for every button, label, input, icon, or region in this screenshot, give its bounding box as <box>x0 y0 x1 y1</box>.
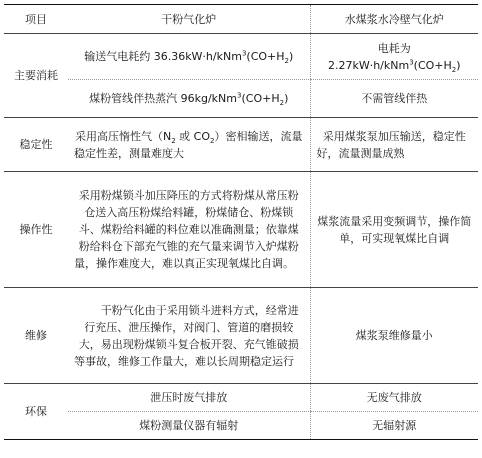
consumption-row-2 <box>4 80 478 118</box>
stability-dry-sub-2: 2 <box>210 136 215 145</box>
environment-slurry-radiation: 无辐射源 <box>310 412 478 440</box>
stability-dry <box>68 118 310 172</box>
environment-slurry-exhaust: 无废气排放 <box>310 384 478 412</box>
stability-row <box>4 118 478 172</box>
maintenance-label: 维修 <box>4 288 68 384</box>
dry-steam-text: 煤粉管线伴热蒸汽 96kg/kNm <box>89 92 237 105</box>
environment-label: 环保 <box>4 384 68 440</box>
stability-dry-sub-1: 2 <box>171 136 176 145</box>
dry-power-text: 输送气电耗约 36.36kW·h/kNm <box>84 50 242 63</box>
environment-dry-exhaust: 泄压时废气排放 <box>68 384 310 412</box>
dry-steam-sup: 3 <box>237 91 242 100</box>
operability-row <box>4 172 478 288</box>
operability-label: 操作性 <box>4 172 68 288</box>
consumption-dry-steam <box>68 80 310 118</box>
slurry-power-unit: (CO+H <box>413 58 452 72</box>
environment-dry-radiation: 煤粉测量仪器有辐射 <box>68 412 310 440</box>
environment-row-1 <box>4 384 478 412</box>
stability-slurry: 采用煤浆泵加压输送，稳定性好，流量测量成熟 <box>310 118 478 172</box>
stability-dry-text-1: 采用高压惰性气（N <box>74 129 172 143</box>
operability-slurry: 煤浆流量采用变频调节，操作简单，可实现氧煤比自调 <box>310 172 478 288</box>
dry-power-sup: 3 <box>241 49 247 58</box>
comparison-table <box>4 4 478 440</box>
environment-row-2 <box>4 412 478 440</box>
slurry-power-text: 2.27kW·h/kNm <box>327 58 410 72</box>
operability-dry: 采用粉煤锁斗加压降压的方式将粉煤从常压粉仓送入高压粉煤给料罐，粉煤储仓、粉煤锁斗、煤粉给料罐的料位难以准确测量；依靠煤粉给料仓下部充气锥的充气量来调节入炉煤粉量，操作难度大，难以真正实现氧煤比自调。 <box>68 172 310 288</box>
header-item: 项目 <box>4 5 68 34</box>
maintenance-slurry: 煤浆泵维修量小 <box>310 288 478 384</box>
stability-label: 稳定性 <box>4 118 68 172</box>
consumption-slurry-power <box>310 34 478 80</box>
header-dry-gasifier: 干粉气化炉 <box>68 5 310 34</box>
dry-power-end: ) <box>289 50 294 63</box>
dry-steam-sub: 2 <box>279 99 285 108</box>
slurry-power-sup: 3 <box>409 57 414 66</box>
consumption-slurry-steam: 不需管线伴热 <box>310 80 478 118</box>
consumption-label: 主要消耗 <box>4 34 68 118</box>
slurry-power-value <box>317 57 473 74</box>
slurry-power-sub: 2 <box>451 65 457 74</box>
stability-dry-text-2: 或 CO <box>175 129 211 143</box>
dry-power-sub: 2 <box>284 57 289 66</box>
header-row <box>4 5 478 34</box>
dry-power-unit: (CO+H <box>246 50 285 63</box>
stability-dry-text-3: ）密相输送，流量稳定性差，测量难度大 <box>74 129 303 160</box>
maintenance-dry: 干粉气化由于采用锁斗进料方式，经常进行充压、泄压操作，对阀门、管道的磨损较大，易出现粉煤锁斗复合板开裂、充气锥破损等事故，维修工作量大，难以长周期稳定运行 <box>68 288 310 384</box>
slurry-power-end: ) <box>456 58 461 72</box>
header-slurry-gasifier: 水煤浆水冷壁气化炉 <box>310 5 478 34</box>
dry-steam-end: ) <box>284 92 289 105</box>
dry-steam-unit: (CO+H <box>241 92 280 105</box>
consumption-dry-power <box>68 34 310 80</box>
maintenance-row <box>4 288 478 384</box>
consumption-row-1 <box>4 34 478 80</box>
slurry-power-label: 电耗为 <box>377 41 411 55</box>
